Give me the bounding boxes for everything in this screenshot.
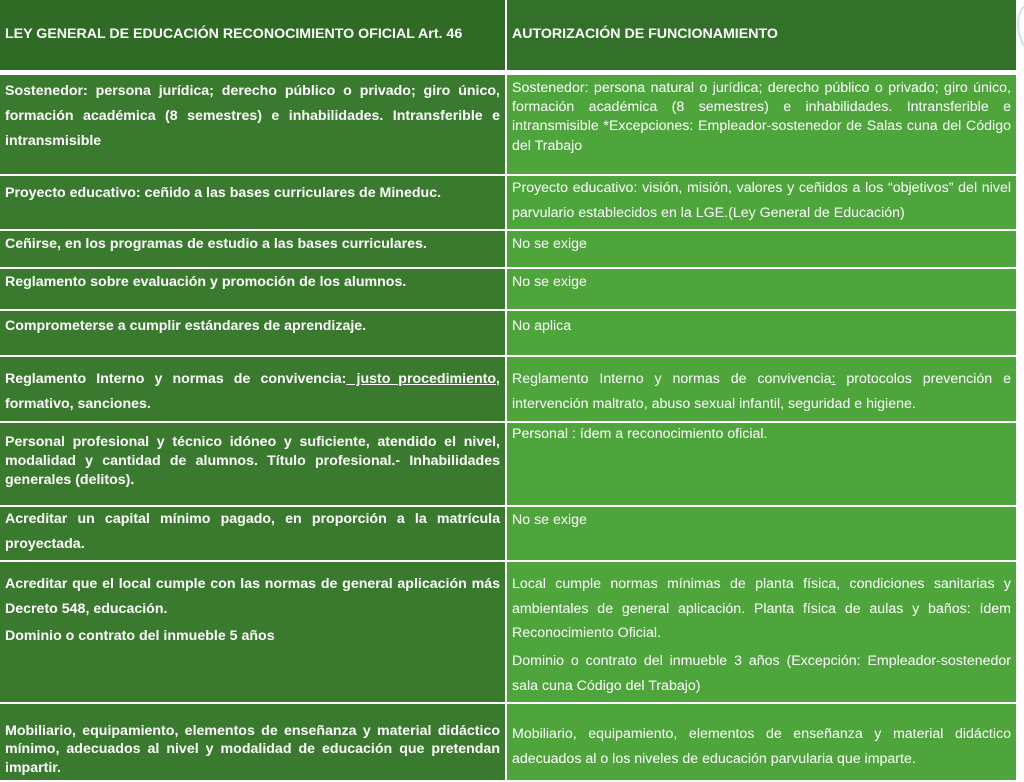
table-row: [0, 507, 1016, 562]
corner-swoosh-decoration: [1014, 6, 1024, 76]
table-row: [0, 176, 1016, 231]
row-right-text: Mobiliario, equipamiento, elementos de enseñanza y material didáctico adecuados al o los niveles de educación parvularia que imparte.: [512, 725, 1011, 767]
header-left-label: LEY GENERAL DE EDUCACIÓN RECONOCIMIENTO OFICIAL Art. 46: [5, 26, 463, 43]
row-right-cell: [507, 507, 1016, 562]
table-row: [0, 75, 1016, 176]
row-right-text: Dominio o contrato del inmueble 3 años (Excepción: Empleador-sostenedor sala cuna Código del Trabajo): [512, 653, 1011, 695]
header-cell-ley-general: [0, 0, 507, 75]
row-right-cell: [507, 311, 1016, 357]
table-row: [0, 423, 1016, 507]
row-left-text: Dominio o contrato del inmueble 5 años: [5, 628, 275, 645]
table-header-row: [0, 0, 1016, 75]
row-right-cell: [507, 176, 1016, 231]
convivencia-label: Reglamento Interno y normas de convivencia:: [5, 370, 347, 387]
table-row: [0, 269, 1016, 311]
table-row: [0, 231, 1016, 269]
row-right-text: Local cumple normas mínimas de planta física, condiciones sanitarias y ambientales de general aplicación. Planta física de aulas y baños: ídem Reconocimiento Oficial.: [512, 575, 1011, 642]
header-cell-autorizacion: [507, 0, 1016, 75]
row-right-text: No aplica: [512, 317, 572, 334]
row-left-cell: [0, 423, 507, 507]
row-left-cell: [0, 704, 507, 782]
row-left-cell: [0, 176, 507, 231]
row-right-cell: [507, 562, 1016, 704]
justo-procedimiento-text: justo_procedimiento: [346, 370, 497, 387]
table-row: [0, 704, 1016, 782]
table-row: [0, 357, 1016, 423]
row-right-cell: [507, 357, 1016, 423]
row-right-cell: [507, 423, 1016, 507]
row-right-text: Proyecto educativo: visión, misión, valores y ceñidos a los “objetivos” del nivel parvulario establecidos en la LGE.(Ley General de Educación): [512, 180, 1011, 221]
row-left-text: Acreditar que el local cumple con las normas de general aplicación más Decreto 548, educación.: [5, 575, 500, 617]
row-left-text: Reglamento sobre evaluación y promoción de los alumnos.: [5, 273, 407, 290]
row-left-cell: [0, 231, 507, 269]
row-right-text: Personal : ídem a reconocimiento oficial.: [512, 425, 768, 442]
row-left-text: Personal profesional y técnico idóneo y suficiente, atendido el nivel, modalidad y cantidad de alumnos. Título profesional.- Inhabilidades generales (delitos).: [5, 433, 500, 489]
row-left-cell: [0, 75, 507, 176]
row-left-text: [5, 367, 500, 417]
colon-mark: :: [831, 370, 836, 387]
row-right-text: [512, 367, 1011, 417]
row-left-cell: [0, 357, 507, 423]
row-right-cell: [507, 269, 1016, 311]
row-right-text: No se exige: [512, 511, 587, 528]
row-left-text: Comprometerse a cumplir estándares de aprendizaje.: [5, 317, 367, 334]
row-left-text: Proyecto educativo: ceñido a las bases curriculares de Mineduc.: [5, 185, 442, 201]
convivencia-label: Reglamento Interno y normas de convivencia: [512, 370, 832, 387]
row-right-cell: [507, 704, 1016, 782]
formativo-sanciones-text: , formativo, sanciones.: [5, 370, 500, 412]
row-right-cell: [507, 231, 1016, 269]
header-right-label: AUTORIZACIÓN DE FUNCIONAMIENTO: [512, 26, 778, 43]
row-right-cell: [507, 75, 1016, 176]
row-left-text: Sostenedor: persona jurídica; derecho público o privado; giro único, formación académica (8 semestres) e inhabilidades. Intransferible e intransmisible: [5, 83, 500, 149]
table-row: [0, 562, 1016, 704]
row-left-cell: [0, 269, 507, 311]
row-left-cell: [0, 311, 507, 357]
protocolos-text: protocolos prevención e intervención maltrato, abuso sexual infantil, seguridad e higiene.: [512, 370, 1011, 412]
row-left-text: Acreditar un capital mínimo pagado, en proporción a la matrícula proyectada.: [5, 510, 500, 552]
row-left-text: Mobiliario, equipamiento, elementos de enseñanza y material didáctico mínimo, adecuados al nivel y modalidad de educación que pretendan impartir.: [5, 722, 500, 776]
row-right-text: Sostenedor: persona natural o jurídica; derecho público o privado; giro único, formación académica (8 semestres) e inhabilidades. Intransferible e intransmisible *Excepciones: Empleador-sostenedor de Salas cuna del Código del Trabajo: [512, 80, 1011, 154]
row-right-text: No se exige: [512, 273, 587, 290]
table-row: [0, 311, 1016, 357]
row-left-cell: [0, 562, 507, 704]
slide-right-margin: [1016, 0, 1024, 768]
row-left-text: Ceñirse, en los programas de estudio a las bases curriculares.: [5, 235, 427, 252]
row-right-text: No se exige: [512, 235, 587, 252]
row-left-cell: [0, 507, 507, 562]
